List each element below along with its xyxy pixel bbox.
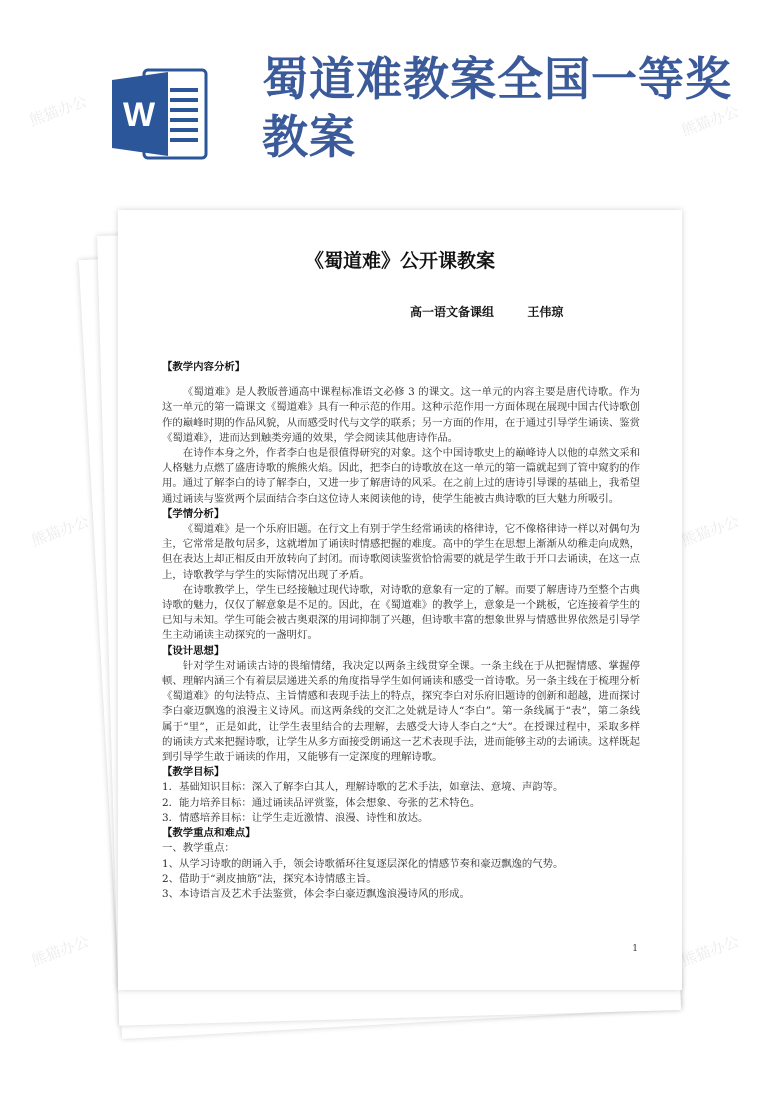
paragraph: 在诗歌教学上，学生已经接触过现代诗歌，对诗歌的意象有一定的了解。而要了解唐诗乃至整个古典诗歌的魅力，仅仅了解意象是不足的。因此，在《蜀道难》的教学上，意象是一个跳板，它连接着学生的已知与未知。学生可能会被古奥艰深的用词抑制了兴趣，但诗歌丰富的想象世界与情感世界依然是引导学生主动诵读主动探究的一盏明灯。 — [162, 583, 640, 642]
watermark: 熊猫办公 — [678, 932, 742, 970]
list-item: 2、借助于“剥皮抽筋”法，探究本诗情感主旨。 — [162, 872, 377, 885]
section-heading: 【教学内容分析】 — [162, 361, 246, 373]
paragraph: 在诗作本身之外，作者李白也是很值得研究的对象。这个中国诗歌史上的巅峰诗人以他的卓然文采和人格魅力点燃了盛唐诗歌的熊熊火焰。因此，把李白的诗歌放在这一单元的第一篇就起到了管中窥豹的作用。通过了解李白的诗了解李白，又进一步了解唐诗的风采。在之前上过的唐诗引导课的基础上，我希望通过诵读与鉴赏两个层面结合李白这位诗人来阅读他的诗，使学生能被古典诗歌的巨大魅力所吸引。 — [162, 447, 640, 505]
header-title: 蜀道难教案全国一等奖教案 — [262, 52, 732, 164]
list-item: 2．能力培养目标：通过诵读品评赏鉴，体会想象、夸张的艺术特色。 — [162, 796, 481, 809]
section-heading: 【教学目标】 — [162, 766, 225, 779]
watermark: 熊猫办公 — [26, 92, 90, 130]
page-number: 1 — [632, 944, 638, 954]
list-item: 1．基础知识目标：深入了解李白其人，理解诗歌的艺术手法，如章法、意境、声韵等。 — [162, 781, 564, 794]
document-title: 《蜀道难》公开课教案 — [304, 250, 495, 272]
paragraph: 针对学生对诵读古诗的畏缩情绪，我决定以两条主线贯穿全课。一条主线在于从把握情感、掌握停顿、理解内涵三个有着层层递进关系的角度指导学生如何诵读和感受一首诗歌。另一条主线在于梳理分析《蜀道难》的句法特点、主旨情感和表现手法上的特点，探究李白对乐府旧题诗的创新和超越，进而探讨李白豪迈飘逸的浪漫主义诗风。而这两条线的交汇之处就是诗人“李白”。第一条线属于“表”，第二条线属于“里”，正是如此，让学生表里结合的去理解，去感受大诗人李白之“大”。在授课过程中，采取多样的诵读方式来把握诗歌，让学生从多方面接受朗诵这一艺术表现手法，进而能够主动的去诵读。这样既起到引导学生敢于诵读的作用，又能够有一定深度的理解诗歌。 — [162, 659, 640, 764]
watermark: 熊猫办公 — [28, 932, 92, 970]
word-document-icon — [110, 66, 210, 162]
watermark: 熊猫办公 — [678, 512, 742, 550]
list-item: 3、本诗语言及艺术手法鉴赏，体会李白豪迈飘逸浪漫诗风的形成。 — [162, 887, 470, 900]
section-heading: 【学情分析】 — [162, 507, 225, 520]
document-page — [118, 210, 682, 990]
list-item: 3．情感培养目标：让学生走近激情、浪漫、诗性和放达。 — [162, 811, 429, 824]
list-item: 1、从学习诗歌的朗诵入手，领会诗歌循环往复逐层深化的情感节奏和豪迈飘逸的气势。 — [162, 857, 564, 870]
section-heading: 【设计思想】 — [162, 644, 225, 657]
document-author: 高一语文备课组 王伟琼 — [410, 305, 564, 319]
section-heading: 【教学重点和难点】 — [162, 827, 256, 840]
document-body — [162, 360, 640, 902]
watermark: 熊猫办公 — [28, 512, 92, 550]
svg-text:W: W — [122, 96, 156, 134]
sub-heading: 一、教学重点： — [162, 842, 235, 855]
watermark: 熊猫办公 — [678, 102, 742, 140]
paragraph: 《蜀道难》是一个乐府旧题。在行文上有别于学生经常诵读的格律诗，它不像格律诗一样以对偶句为主，它常常是散句居多，这就增加了诵读时情感把握的难度。高中的学生在思想上渐渐从幼稚走向成熟，但在表达上却正相反由开放转向了封闭。而诗歌阅读鉴赏恰恰需要的就是学生敢于开口去诵读，在这一点上，诗歌教学与学生的实际情况出现了矛盾。 — [162, 523, 640, 581]
paragraph: 《蜀道难》是人教版普通高中课程标准语文必修 3 的课文。这一单元的内容主要是唐代诗歌。作为这一单元的第一篇课文《蜀道难》具有一种示范的作用。这种示范作用一方面体现在展现中国古代诗歌创作的巅峰时期的作品风貌，从而感受时代与文学的联系；另一方面的作用，在于通过引导学生诵读、鉴赏《蜀道难》，进而达到触类旁通的效果，学会阅读其他唐诗作品。 — [162, 386, 640, 444]
